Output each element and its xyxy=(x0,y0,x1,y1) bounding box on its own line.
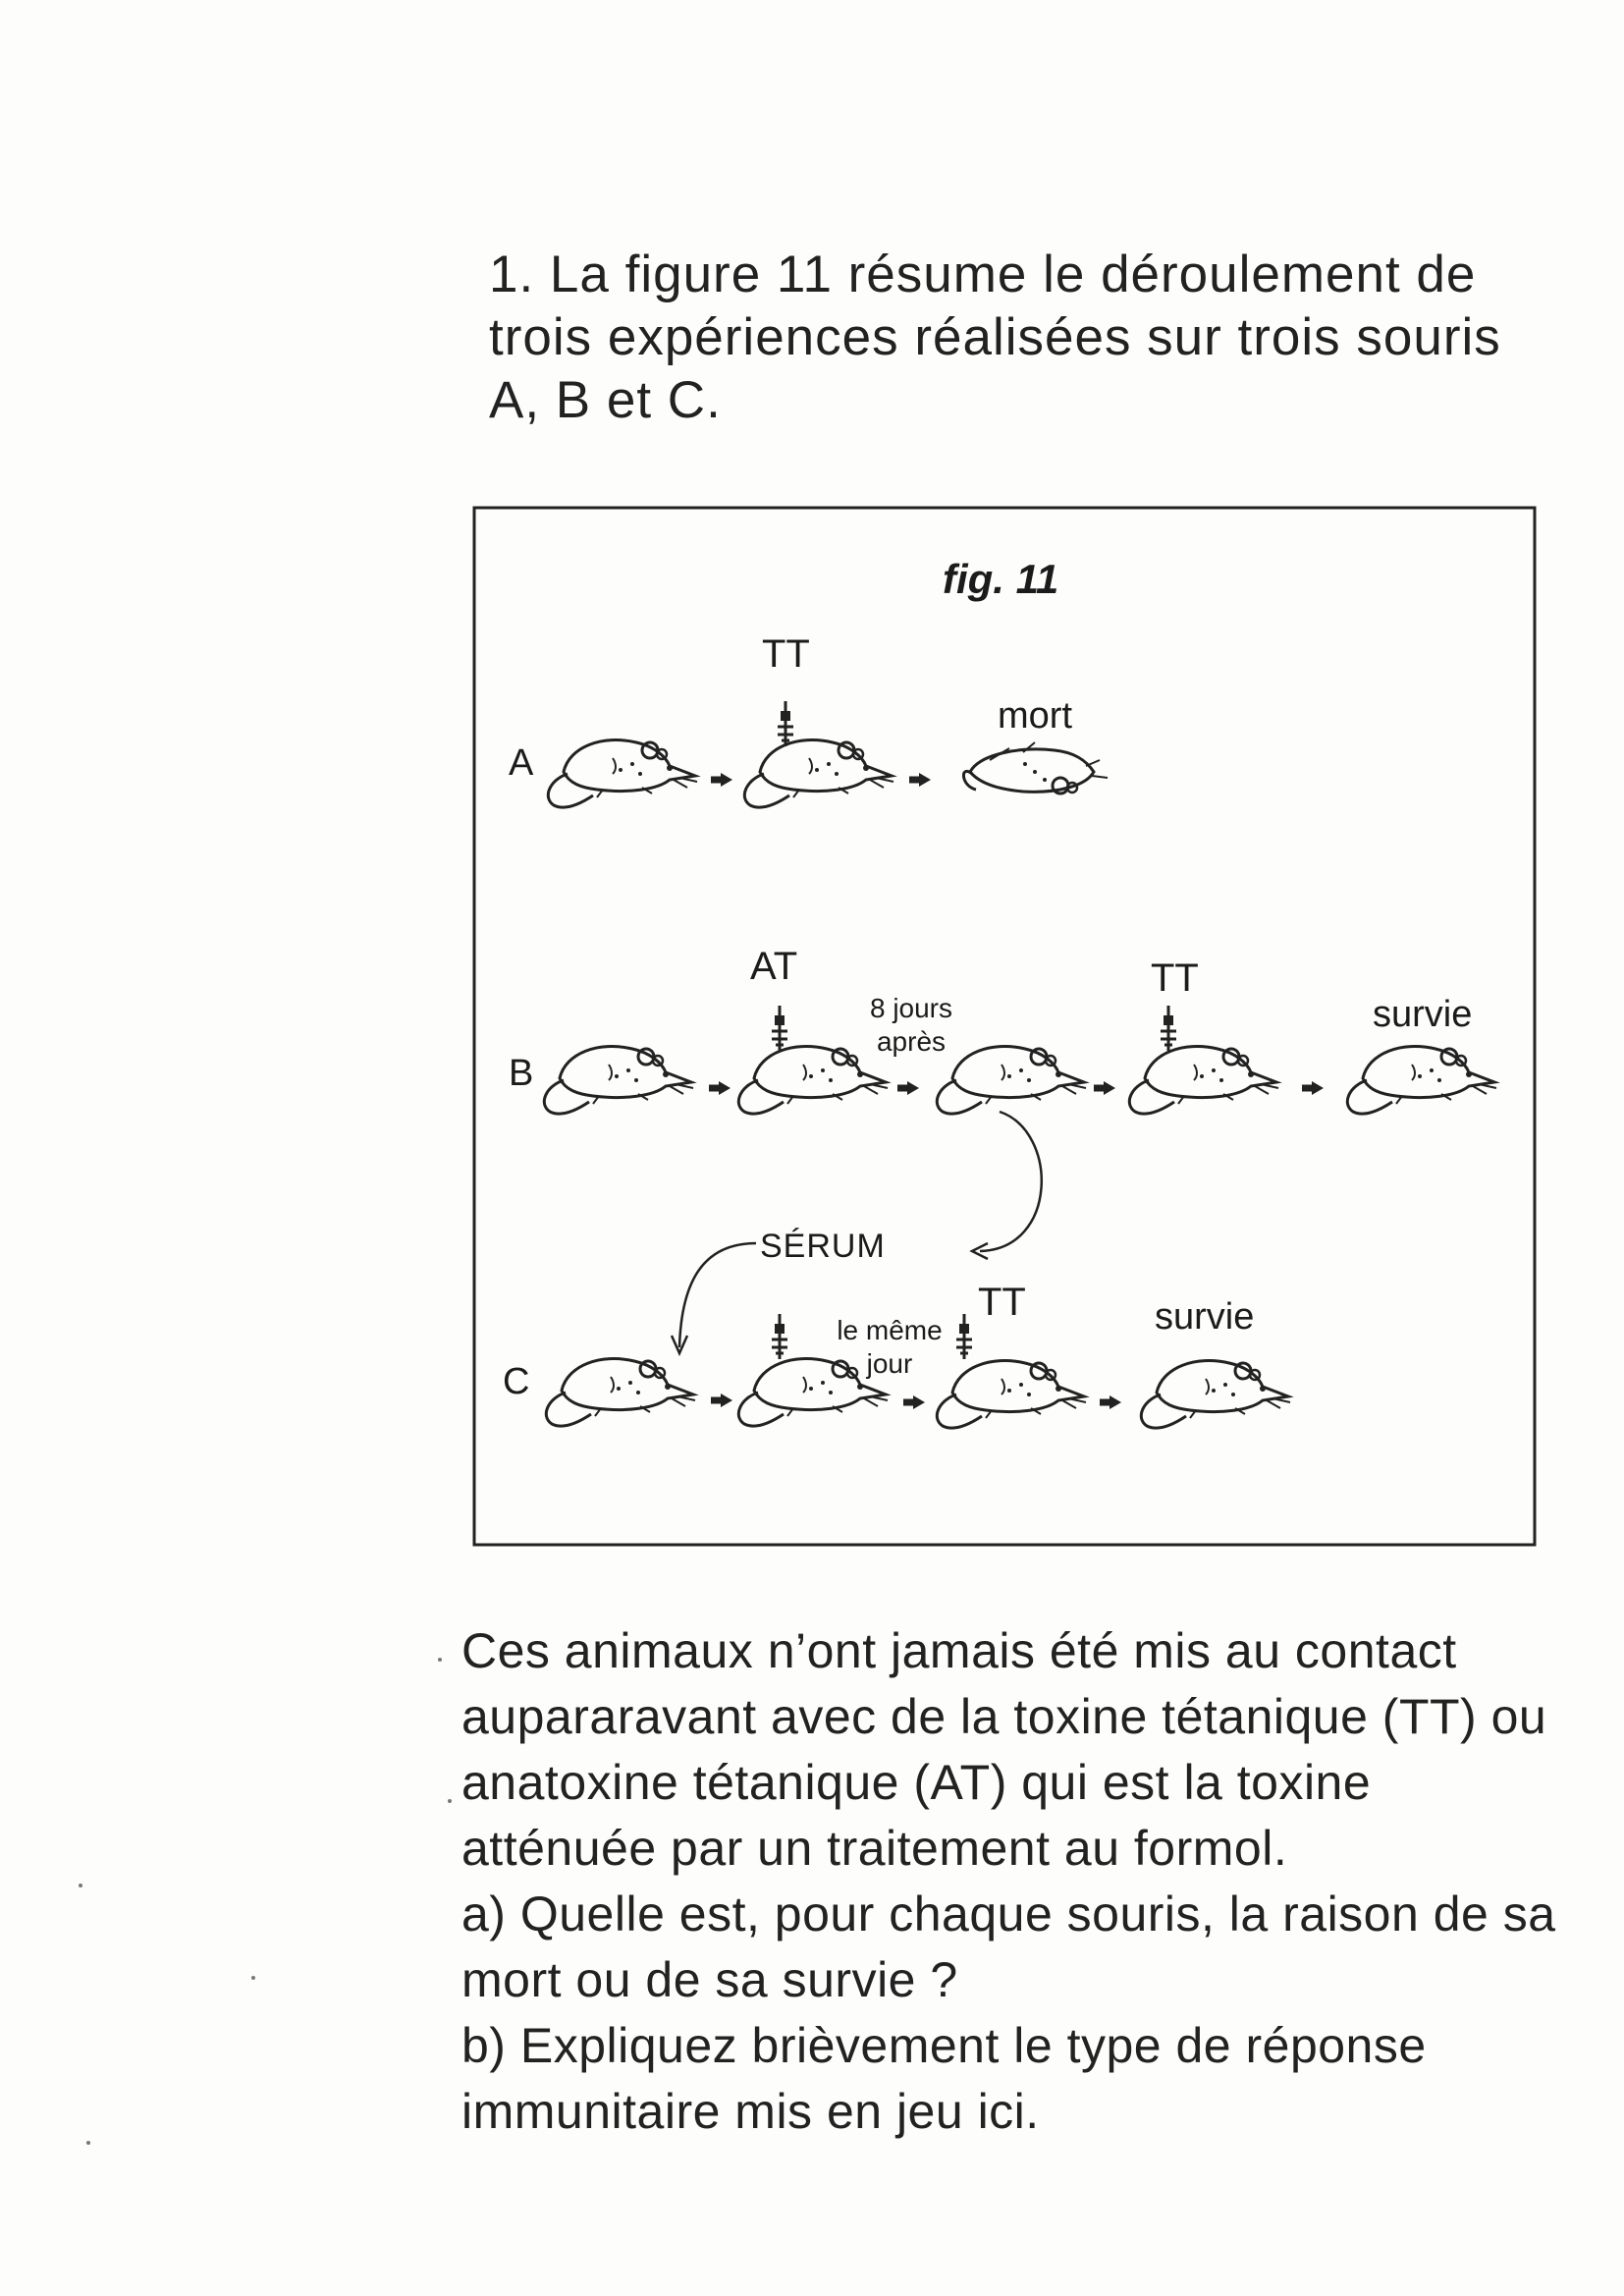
mouse-c3-icon xyxy=(937,1361,1086,1429)
arrow-c2-icon xyxy=(903,1395,925,1409)
arrow-b1-icon xyxy=(709,1081,731,1095)
row-a-outcome: mort xyxy=(998,695,1072,737)
arrow-c1-icon xyxy=(711,1394,732,1407)
row-a-injection-label: TT xyxy=(762,632,810,676)
exercise-intro: 1. La figure 11 résume le déroulement de trois expériences réalisées sur trois souris A, B et C. xyxy=(489,246,1501,429)
mouse-a2-icon xyxy=(744,740,893,808)
scan-speck xyxy=(79,1884,82,1887)
serum-label: SÉRUM xyxy=(760,1228,886,1265)
serum-path-from-b xyxy=(980,1112,1042,1251)
mouse-c1-icon xyxy=(546,1359,695,1427)
arrow-b4-icon xyxy=(1302,1081,1324,1095)
row-c-injection-label: TT xyxy=(978,1281,1026,1324)
row-b-outcome: survie xyxy=(1373,994,1473,1035)
row-c-letter: C xyxy=(503,1361,530,1402)
row-c-outcome: survie xyxy=(1155,1296,1255,1338)
syringe-a-icon xyxy=(778,701,793,746)
syringe-c1-icon xyxy=(772,1314,787,1359)
row-a-letter: A xyxy=(509,742,534,784)
row-c-delay: le même jour xyxy=(837,1315,943,1379)
mouse-a-dead-icon xyxy=(963,742,1108,793)
mouse-a1-icon xyxy=(548,740,697,808)
row-b-delay: 8 jours après xyxy=(869,993,953,1057)
row-b-first-injection-label: AT xyxy=(750,945,798,988)
syringe-b2-icon xyxy=(1161,1006,1176,1051)
row-b-second-injection-label: TT xyxy=(1151,957,1199,1000)
mouse-b4-icon xyxy=(1129,1047,1278,1115)
serum-path-to-c xyxy=(679,1243,756,1347)
arrow-c3-icon xyxy=(1100,1395,1121,1409)
mouse-b5-icon xyxy=(1347,1047,1496,1115)
arrow-a2-icon xyxy=(909,773,931,787)
row-b-letter: B xyxy=(509,1053,534,1094)
question-b: b) Expliquez brièvement le type de réponse immunitaire mis en jeu ici. xyxy=(461,2018,1427,2139)
arrow-a1-icon xyxy=(711,773,732,787)
scan-speck xyxy=(448,1799,452,1803)
question-a: a) Quelle est, pour chaque souris, la raison de sa mort ou de sa survie ? xyxy=(461,1886,1556,2007)
scan-speck xyxy=(251,1976,255,1980)
figure-title: fig. 11 xyxy=(943,556,1059,602)
arrow-b2-icon xyxy=(897,1081,919,1095)
scan-speck xyxy=(438,1658,442,1662)
syringe-c2-icon xyxy=(956,1314,972,1359)
mouse-c4-icon xyxy=(1141,1361,1290,1429)
mouse-b1-icon xyxy=(544,1047,693,1115)
syringe-b1-icon xyxy=(772,1006,787,1051)
arrow-b3-icon xyxy=(1094,1081,1115,1095)
exercise-text xyxy=(461,1618,1561,2145)
figure-11 xyxy=(469,503,1540,1550)
context-paragraph: Ces animaux n’ont jamais été mis au contact aupararavant avec de la toxine tétanique (TT) ou anatoxine tétanique (AT) qui est la toxine atténuée par un traitement au formol. xyxy=(461,1623,1547,1876)
scan-speck xyxy=(86,2141,90,2145)
